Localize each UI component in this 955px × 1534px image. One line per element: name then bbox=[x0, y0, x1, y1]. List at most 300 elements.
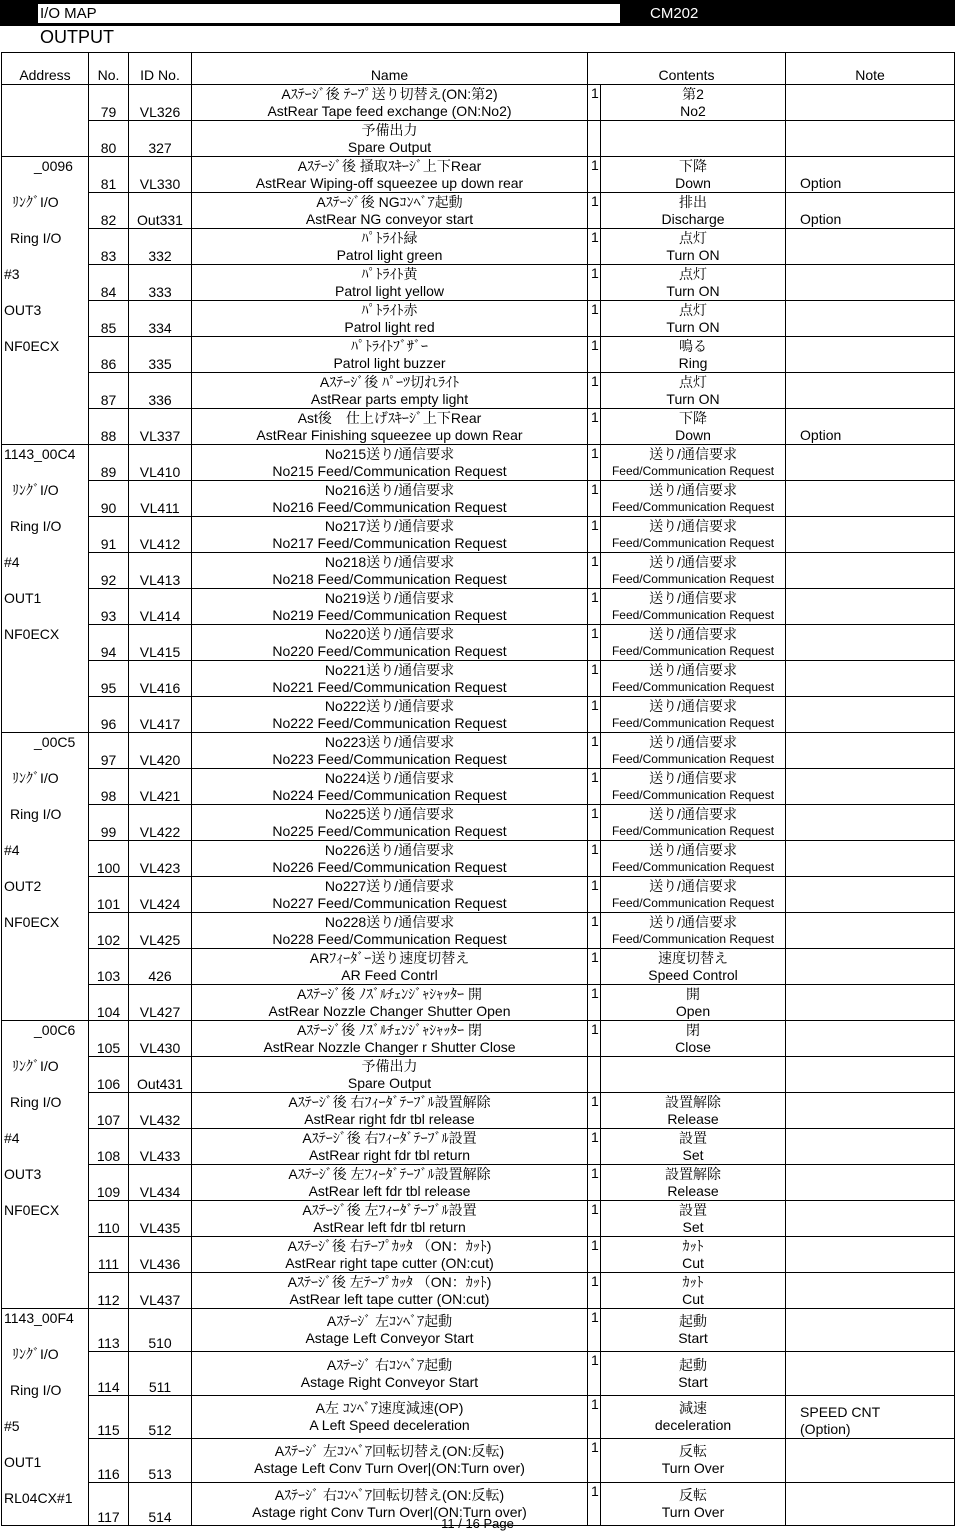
row-contents-en: Feed/Communication Request bbox=[611, 607, 775, 622]
row-name bbox=[192, 877, 588, 913]
row-name-jp: Ast後 仕上げｽｷｰｼﾞ上下Rear bbox=[297, 409, 482, 426]
row-flag: 1 bbox=[588, 301, 601, 337]
table-row bbox=[2, 121, 955, 157]
address-line: #5 bbox=[4, 1418, 20, 1434]
row-contents bbox=[601, 805, 786, 841]
row-flag: 1 bbox=[588, 1201, 601, 1237]
row-name-jp: ﾊﾟﾄﾗｲﾄ赤 bbox=[361, 301, 418, 318]
table-row bbox=[2, 409, 955, 445]
address-line: #4 bbox=[4, 554, 20, 570]
row-contents-jp: 設置解除 bbox=[665, 1093, 721, 1110]
row-name-en: AstRear left tape cutter (ON:cut) bbox=[289, 1290, 490, 1307]
row-contents-jp: 点灯 bbox=[679, 265, 707, 282]
row-name-jp: No222送り/通信要求 bbox=[324, 697, 455, 714]
row-contents-en: Feed/Communication Request bbox=[611, 823, 775, 838]
row-flag bbox=[588, 1057, 601, 1093]
row-contents-jp: 点灯 bbox=[679, 301, 707, 318]
address-line: 1143_00C4 bbox=[4, 446, 76, 462]
row-id: VL414 bbox=[129, 589, 192, 625]
row-contents-en: Feed/Communication Request bbox=[611, 895, 775, 910]
row-name-jp: ﾊﾟﾄﾗｲﾄﾌﾞｻﾞｰ bbox=[351, 337, 428, 354]
row-name bbox=[192, 841, 588, 877]
row-note bbox=[786, 1093, 955, 1129]
address-line: #4 bbox=[4, 1130, 20, 1146]
address-line: ﾘﾝｸﾞI/O bbox=[12, 1346, 59, 1362]
row-contents-jp: 排出 bbox=[679, 193, 707, 210]
row-contents-jp: 送り/通信要求 bbox=[649, 517, 737, 534]
row-name bbox=[192, 1395, 588, 1438]
row-note bbox=[786, 769, 955, 805]
row-note bbox=[786, 1057, 955, 1093]
row-note bbox=[786, 805, 955, 841]
row-name-jp: No224送り/通信要求 bbox=[324, 769, 455, 786]
row-contents-jp: 送り/通信要求 bbox=[649, 553, 737, 570]
row-contents-en: Feed/Communication Request bbox=[611, 931, 775, 946]
row-note bbox=[786, 229, 955, 265]
row-name-jp: No216送り/通信要求 bbox=[324, 481, 455, 498]
row-no: 80 bbox=[89, 121, 129, 157]
row-note bbox=[786, 985, 955, 1021]
row-flag: 1 bbox=[588, 1237, 601, 1273]
row-flag: 1 bbox=[588, 913, 601, 949]
row-name bbox=[192, 1129, 588, 1165]
row-name-jp: No215送り/通信要求 bbox=[324, 445, 455, 462]
row-name-jp: Aｽﾃｰｼﾞ後 左ﾌｨｰﾀﾞﾃｰﾌﾞﾙ設置解除 bbox=[288, 1165, 491, 1182]
row-no: 106 bbox=[89, 1057, 129, 1093]
row-contents bbox=[601, 1093, 786, 1129]
row-name-en: AstRear right fdr tbl release bbox=[304, 1110, 475, 1127]
row-contents-jp: 減速 bbox=[679, 1399, 707, 1416]
row-contents bbox=[601, 1165, 786, 1201]
table-row bbox=[2, 193, 955, 229]
row-name-en: Astage Left Conv Turn Over|(ON:Turn over) bbox=[254, 1460, 525, 1477]
address-line: Ring I/O bbox=[10, 230, 62, 246]
row-name-en: No225 Feed/Communication Request bbox=[272, 822, 507, 839]
row-note bbox=[786, 1439, 955, 1482]
row-contents bbox=[601, 193, 786, 229]
row-no: 85 bbox=[89, 301, 129, 337]
row-flag: 1 bbox=[588, 625, 601, 661]
row-contents-en: Down bbox=[675, 174, 711, 191]
row-id: 514 bbox=[129, 1482, 192, 1525]
row-note bbox=[786, 373, 955, 409]
row-note bbox=[786, 1129, 955, 1165]
row-name-jp: ﾊﾟﾄﾗｲﾄ緑 bbox=[361, 229, 418, 246]
row-name-en: Spare Output bbox=[347, 1074, 432, 1091]
table-row bbox=[2, 913, 955, 949]
row-contents-jp: 反転 bbox=[679, 1486, 707, 1503]
row-no: 111 bbox=[89, 1237, 129, 1273]
row-name bbox=[192, 481, 588, 517]
row-id: 336 bbox=[129, 373, 192, 409]
table-row bbox=[2, 697, 955, 733]
row-contents bbox=[601, 733, 786, 769]
row-no: 114 bbox=[89, 1352, 129, 1395]
row-contents bbox=[601, 553, 786, 589]
row-name-en: AstRear Tape feed exchange (ON:No2) bbox=[267, 102, 512, 119]
row-contents bbox=[601, 1021, 786, 1057]
row-flag: 1 bbox=[588, 589, 601, 625]
row-name-en: AstRear Wiping-off squeezee up down rear bbox=[255, 174, 524, 191]
row-name-jp: Aｽﾃｰｼﾞ 左ｺﾝﾍﾞｱ起動 bbox=[326, 1313, 453, 1330]
row-name bbox=[192, 1057, 588, 1093]
row-flag: 1 bbox=[588, 265, 601, 301]
row-name bbox=[192, 553, 588, 589]
row-id: VL430 bbox=[129, 1021, 192, 1057]
table-row bbox=[2, 769, 955, 805]
row-note bbox=[786, 445, 955, 481]
row-no: 91 bbox=[89, 517, 129, 553]
row-contents bbox=[601, 589, 786, 625]
no-header: No. bbox=[89, 53, 129, 85]
address-line: NF0ECX bbox=[4, 626, 60, 642]
row-name-en: No221 Feed/Communication Request bbox=[272, 678, 507, 695]
row-note bbox=[786, 661, 955, 697]
row-flag: 1 bbox=[588, 1309, 601, 1352]
row-note bbox=[786, 121, 955, 157]
row-id: VL427 bbox=[129, 985, 192, 1021]
row-contents-en: Close bbox=[675, 1038, 711, 1055]
row-name-en: No220 Feed/Communication Request bbox=[272, 642, 507, 659]
row-name bbox=[192, 1273, 588, 1309]
row-contents bbox=[601, 1309, 786, 1352]
row-note bbox=[786, 1201, 955, 1237]
id-header: ID No. bbox=[129, 53, 192, 85]
row-contents-en: Ring bbox=[678, 354, 708, 371]
table-row bbox=[2, 1129, 955, 1165]
row-flag: 1 bbox=[588, 1352, 601, 1395]
address-line: Ring I/O bbox=[10, 518, 62, 534]
row-note bbox=[786, 841, 955, 877]
row-name-jp: No226送り/通信要求 bbox=[324, 841, 455, 858]
row-contents bbox=[601, 517, 786, 553]
row-name-jp: Aｽﾃｰｼﾞ後 右ﾌｨｰﾀﾞﾃｰﾌﾞﾙ設置 bbox=[302, 1129, 477, 1146]
row-id: VL416 bbox=[129, 661, 192, 697]
row-flag: 1 bbox=[588, 1093, 601, 1129]
table-row bbox=[2, 1439, 955, 1482]
row-name-en: A Left Speed deceleration bbox=[309, 1416, 470, 1433]
row-id: 335 bbox=[129, 337, 192, 373]
row-contents-jp: 設置解除 bbox=[665, 1165, 721, 1182]
row-flag: 1 bbox=[588, 1395, 601, 1438]
address-line: ﾘﾝｸﾞI/O bbox=[12, 770, 59, 786]
row-contents-en: Feed/Communication Request bbox=[611, 859, 775, 874]
row-id: 510 bbox=[129, 1309, 192, 1352]
row-flag: 1 bbox=[588, 445, 601, 481]
row-flag: 1 bbox=[588, 481, 601, 517]
row-note bbox=[786, 589, 955, 625]
row-no: 89 bbox=[89, 445, 129, 481]
table-row bbox=[2, 841, 955, 877]
row-name-jp: No223送り/通信要求 bbox=[324, 733, 455, 750]
row-contents bbox=[601, 445, 786, 481]
row-id: VL330 bbox=[129, 157, 192, 193]
row-contents bbox=[601, 1395, 786, 1438]
row-name-jp: ﾊﾟﾄﾗｲﾄ黄 bbox=[361, 265, 418, 282]
row-contents-en: Feed/Communication Request bbox=[611, 751, 775, 766]
row-contents-jp: 送り/通信要求 bbox=[649, 445, 737, 462]
row-contents-en: Turn ON bbox=[666, 282, 720, 299]
row-name bbox=[192, 697, 588, 733]
row-contents-jp: 送り/通信要求 bbox=[649, 805, 737, 822]
row-contents-en: Release bbox=[667, 1182, 719, 1199]
table-row bbox=[2, 805, 955, 841]
row-name-jp: Aｽﾃｰｼﾞ後 左ﾌｨｰﾀﾞﾃｰﾌﾞﾙ設置 bbox=[302, 1201, 477, 1218]
row-note bbox=[786, 733, 955, 769]
row-flag: 1 bbox=[588, 1165, 601, 1201]
row-flag: 1 bbox=[588, 841, 601, 877]
row-contents-jp: 送り/通信要求 bbox=[649, 841, 737, 858]
row-name bbox=[192, 517, 588, 553]
table-row bbox=[2, 373, 955, 409]
row-no: 112 bbox=[89, 1273, 129, 1309]
row-contents-jp: 点灯 bbox=[679, 373, 707, 390]
address-cell bbox=[2, 157, 89, 445]
row-id: VL415 bbox=[129, 625, 192, 661]
row-contents bbox=[601, 769, 786, 805]
row-note bbox=[786, 85, 955, 121]
address-line: Ring I/O bbox=[10, 1094, 62, 1110]
row-name-en: AstRear Nozzle Changer Shutter Open bbox=[268, 1002, 511, 1019]
row-contents-jp: 閉 bbox=[686, 1021, 700, 1038]
row-name bbox=[192, 1309, 588, 1352]
table-row bbox=[2, 301, 955, 337]
row-no: 83 bbox=[89, 229, 129, 265]
row-flag: 1 bbox=[588, 877, 601, 913]
address-cell bbox=[2, 733, 89, 1021]
row-name-jp: Aｽﾃｰｼﾞ後 掻取ｽｷｰｼﾞ上下Rear bbox=[297, 157, 482, 174]
row-contents-jp: 設置 bbox=[679, 1129, 707, 1146]
row-flag: 1 bbox=[588, 769, 601, 805]
row-contents bbox=[601, 1439, 786, 1482]
name-header: Name bbox=[192, 53, 588, 85]
table-row bbox=[2, 445, 955, 481]
row-flag bbox=[588, 121, 601, 157]
row-id: VL417 bbox=[129, 697, 192, 733]
address-line: ﾘﾝｸﾞI/O bbox=[12, 194, 59, 210]
row-no: 96 bbox=[89, 697, 129, 733]
row-name-en: No224 Feed/Communication Request bbox=[272, 786, 507, 803]
row-no: 117 bbox=[89, 1482, 129, 1525]
row-contents-jp: 鳴る bbox=[679, 337, 707, 354]
row-name bbox=[192, 157, 588, 193]
row-id: VL423 bbox=[129, 841, 192, 877]
row-name bbox=[192, 589, 588, 625]
row-contents-jp: 速度切替え bbox=[658, 949, 728, 966]
row-note bbox=[786, 1273, 955, 1309]
row-name-en: Astage Right Conveyor Start bbox=[300, 1373, 479, 1390]
row-flag: 1 bbox=[588, 1482, 601, 1525]
row-contents-jp: 下降 bbox=[679, 409, 707, 426]
row-contents-jp: 送り/通信要求 bbox=[649, 733, 737, 750]
row-flag: 1 bbox=[588, 193, 601, 229]
row-no: 108 bbox=[89, 1129, 129, 1165]
row-name-jp: No219送り/通信要求 bbox=[324, 589, 455, 606]
row-flag: 1 bbox=[588, 985, 601, 1021]
row-no: 103 bbox=[89, 949, 129, 985]
row-contents bbox=[601, 913, 786, 949]
table-row bbox=[2, 1165, 955, 1201]
row-name-en: Patrol light red bbox=[344, 318, 435, 335]
row-name bbox=[192, 373, 588, 409]
row-no: 84 bbox=[89, 265, 129, 301]
row-name-en: No217 Feed/Communication Request bbox=[272, 534, 507, 551]
table-row bbox=[2, 625, 955, 661]
row-name bbox=[192, 661, 588, 697]
row-contents-en: No2 bbox=[680, 102, 706, 119]
row-name bbox=[192, 1237, 588, 1273]
row-flag: 1 bbox=[588, 697, 601, 733]
row-contents bbox=[601, 949, 786, 985]
row-no: 110 bbox=[89, 1201, 129, 1237]
row-id: VL420 bbox=[129, 733, 192, 769]
row-no: 79 bbox=[89, 85, 129, 121]
row-name-en: Astage Left Conveyor Start bbox=[305, 1330, 474, 1347]
row-id: 511 bbox=[129, 1352, 192, 1395]
row-contents-en: Start bbox=[678, 1330, 708, 1347]
row-id: VL424 bbox=[129, 877, 192, 913]
row-name bbox=[192, 1021, 588, 1057]
row-name bbox=[192, 1201, 588, 1237]
row-contents bbox=[601, 625, 786, 661]
row-note bbox=[786, 877, 955, 913]
row-flag: 1 bbox=[588, 157, 601, 193]
row-id: VL337 bbox=[129, 409, 192, 445]
row-name-en: No223 Feed/Communication Request bbox=[272, 750, 507, 767]
row-contents-en: Turn Over bbox=[661, 1460, 725, 1477]
row-note: SPEED CNT (Option) bbox=[786, 1395, 955, 1438]
row-contents-en: Open bbox=[675, 1002, 711, 1019]
header-bar bbox=[0, 0, 955, 26]
row-contents-en: Feed/Communication Request bbox=[611, 787, 775, 802]
row-name-en: AstRear right fdr tbl return bbox=[308, 1146, 471, 1163]
row-name-jp: Aｽﾃｰｼﾞ後 NGｺﾝﾍﾞｱ起動 bbox=[316, 193, 463, 210]
table-row bbox=[2, 1057, 955, 1093]
row-contents-en: Release bbox=[667, 1110, 719, 1127]
row-flag: 1 bbox=[588, 805, 601, 841]
row-name-jp: Aｽﾃｰｼﾞ後 ﾉｽﾞﾙﾁｪﾝｼﾞｬｼｬｯﾀｰ 閉 bbox=[296, 1021, 483, 1038]
row-contents-en: Feed/Communication Request bbox=[611, 463, 775, 478]
row-contents-en: Feed/Communication Request bbox=[611, 499, 775, 514]
row-flag: 1 bbox=[588, 661, 601, 697]
row-name-jp: Aｽﾃｰｼﾞ 右ｺﾝﾍﾞｱ回転切替え(ON:反転) bbox=[274, 1486, 505, 1503]
row-note bbox=[786, 625, 955, 661]
row-contents bbox=[601, 1273, 786, 1309]
row-name bbox=[192, 625, 588, 661]
row-id: VL410 bbox=[129, 445, 192, 481]
row-name-jp: Aｽﾃｰｼﾞ 左ｺﾝﾍﾞｱ回転切替え(ON:反転) bbox=[274, 1443, 505, 1460]
address-cell bbox=[2, 85, 89, 157]
row-note: Option bbox=[786, 409, 955, 445]
row-flag: 1 bbox=[588, 949, 601, 985]
table-row bbox=[2, 157, 955, 193]
row-flag: 1 bbox=[588, 85, 601, 121]
address-line: Ring I/O bbox=[10, 1382, 62, 1398]
address-line: ﾘﾝｸﾞI/O bbox=[12, 482, 59, 498]
address-line: Ring I/O bbox=[10, 806, 62, 822]
row-name-en: No226 Feed/Communication Request bbox=[272, 858, 507, 875]
row-name-jp: No221送り/通信要求 bbox=[324, 661, 455, 678]
row-name bbox=[192, 409, 588, 445]
row-contents-en: Discharge bbox=[661, 210, 725, 227]
row-contents-jp: 送り/通信要求 bbox=[649, 661, 737, 678]
address-line: NF0ECX bbox=[4, 338, 60, 354]
row-no: 105 bbox=[89, 1021, 129, 1057]
row-flag: 1 bbox=[588, 1021, 601, 1057]
row-contents-en: Start bbox=[678, 1373, 708, 1390]
row-name-en: AstRear Nozzle Changer r Shutter Close bbox=[263, 1038, 516, 1055]
row-note bbox=[786, 949, 955, 985]
row-id: 334 bbox=[129, 301, 192, 337]
row-contents bbox=[601, 1057, 786, 1093]
row-contents-jp: ｶｯﾄ bbox=[682, 1273, 704, 1290]
row-no: 115 bbox=[89, 1395, 129, 1438]
row-name-en: AstRear Finishing squeezee up down Rear bbox=[256, 426, 523, 443]
row-no: 107 bbox=[89, 1093, 129, 1129]
row-name bbox=[192, 805, 588, 841]
row-id: 327 bbox=[129, 121, 192, 157]
row-id: 512 bbox=[129, 1395, 192, 1438]
row-contents-en: Cut bbox=[682, 1254, 704, 1271]
table-row bbox=[2, 949, 955, 985]
row-id: VL425 bbox=[129, 913, 192, 949]
row-name-en: AstRear right tape cutter (ON:cut) bbox=[285, 1254, 494, 1271]
row-note bbox=[786, 1309, 955, 1352]
row-id: 426 bbox=[129, 949, 192, 985]
row-contents-en: Speed Control bbox=[648, 966, 738, 983]
note-header: Note bbox=[786, 53, 955, 85]
row-contents-jp: 開 bbox=[686, 985, 700, 1002]
row-flag: 1 bbox=[588, 553, 601, 589]
row-no: 99 bbox=[89, 805, 129, 841]
row-contents-en: Feed/Communication Request bbox=[611, 679, 775, 694]
row-id: Out431 bbox=[129, 1057, 192, 1093]
row-id: Out331 bbox=[129, 193, 192, 229]
row-contents-en: Down bbox=[675, 426, 711, 443]
row-name-jp: No217送り/通信要求 bbox=[324, 517, 455, 534]
row-id: 332 bbox=[129, 229, 192, 265]
row-contents bbox=[601, 157, 786, 193]
row-note bbox=[786, 553, 955, 589]
address-cell bbox=[2, 1309, 89, 1526]
table-row bbox=[2, 85, 955, 121]
table-row bbox=[2, 1352, 955, 1395]
row-flag: 1 bbox=[588, 409, 601, 445]
table-header-row bbox=[2, 53, 955, 85]
row-id: VL433 bbox=[129, 1129, 192, 1165]
row-no: 94 bbox=[89, 625, 129, 661]
row-contents-jp: 第2 bbox=[682, 85, 704, 102]
address-cell bbox=[2, 445, 89, 733]
row-no: 113 bbox=[89, 1309, 129, 1352]
row-contents-en: Feed/Communication Request bbox=[611, 715, 775, 730]
row-id: VL437 bbox=[129, 1273, 192, 1309]
row-name bbox=[192, 733, 588, 769]
row-name bbox=[192, 301, 588, 337]
row-no: 95 bbox=[89, 661, 129, 697]
row-note bbox=[786, 265, 955, 301]
row-name bbox=[192, 337, 588, 373]
address-line: OUT1 bbox=[4, 590, 42, 606]
row-contents-en: Feed/Communication Request bbox=[611, 535, 775, 550]
row-name bbox=[192, 769, 588, 805]
row-contents bbox=[601, 1201, 786, 1237]
row-name-en: AR Feed Contrl bbox=[341, 966, 438, 983]
address-line: 1143_00F4 bbox=[4, 1310, 74, 1326]
io-map-table bbox=[1, 52, 955, 1526]
table-row bbox=[2, 589, 955, 625]
row-no: 116 bbox=[89, 1439, 129, 1482]
